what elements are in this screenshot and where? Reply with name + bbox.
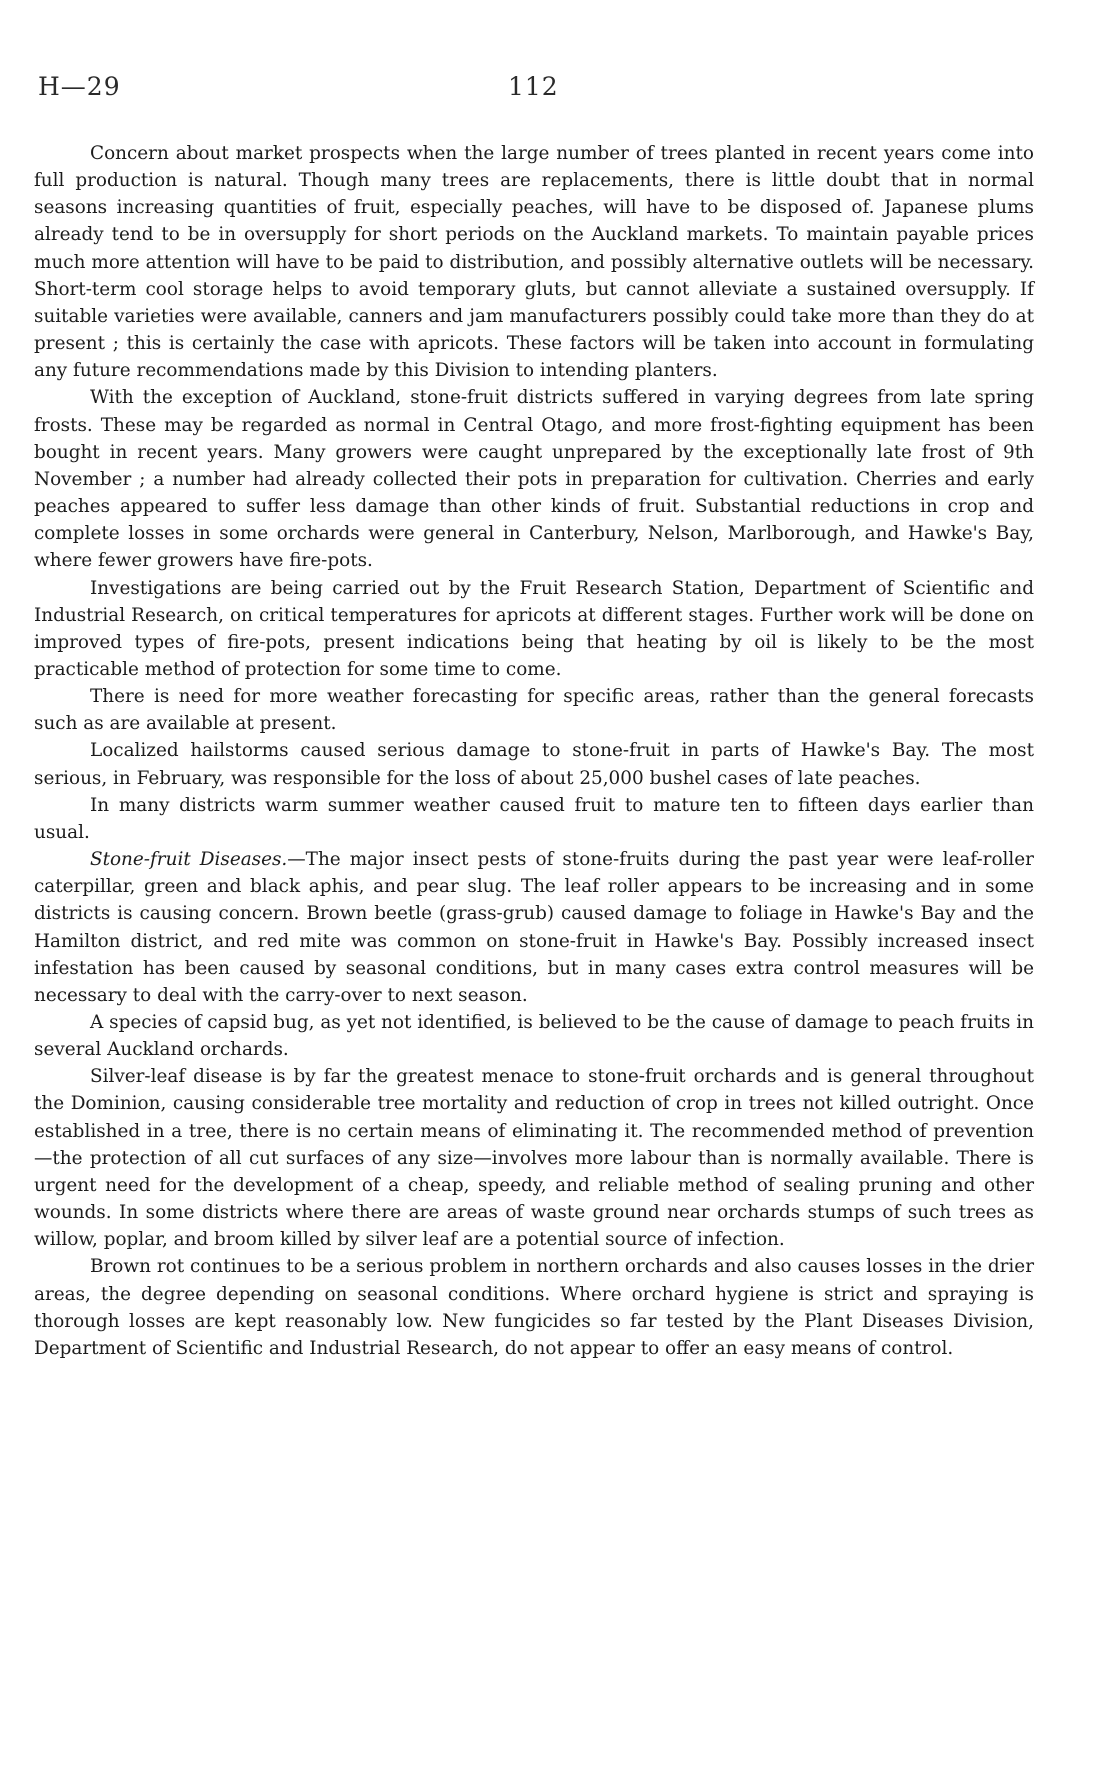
page-number: 112 — [508, 72, 559, 101]
paragraph-capsid-bug: A species of capsid bug, as yet not identified, is believed to be the cause of damage to peach fruits in several Auckland orchards. — [34, 1012, 1034, 1061]
document-reference: H—29 — [38, 72, 121, 101]
paragraph-spring-frosts: With the exception of Auckland, stone-fruit districts suffered in varying degrees from late spring frosts. These may be regarded as normal in Central Otago, and more frost-fighting equipment has been bought in recent years. Many growers were caught unprepared by the exceptionally late frost of 9th November ; a number had already collected their pots in preparation for cultivation. Cherries and early peaches appeared to suffer less damage than other kinds of fruit. Substantial reductions in crop and complete losses in some orchards were general in Canterbury, Nelson, Marlborough, and Hawke's Bay, where fewer growers have fire-pots. — [34, 387, 1034, 572]
paragraph-stone-fruit-diseases: Stone-fruit Diseases.—The major insect pests of stone-fruits during the past year were leaf-roller caterpillar, green and black aphis, and pear slug. The leaf roller appears to be increasing and in some districts is causing concern. Brown beetle (grass-grub) caused damage to foliage in Hawke's Bay and the Hamilton district, and red mite was common on stone-fruit in Hawke's Bay. Possibly increased insect infestation has been caused by seasonal conditions, but in many cases extra control measures will be necessary to deal with the carry-over to next season. — [34, 849, 1034, 1006]
paragraph-warm-summer: In many districts warm summer weather caused fruit to mature ten to fifteen days earlier than usual. — [34, 794, 1034, 843]
paragraph-market-prospects: Concern about market prospects when the large number of trees planted in recent years come into full production is natural. Though many trees are replacements, there is little doubt that in normal seasons increasing quantities of fruit, especially peaches, will have to be disposed of. Japanese plums already tend to be in oversupply for short periods on the Auckland markets. To maintain payable prices much more attention will have to be paid to distribution, and possibly alternative outlets will be necessary. Short-term cool storage helps to avoid temporary gluts, but cannot alleviate a sustained oversupply. If suitable varieties were available, canners and jam manufacturers possibly could take more than they do at present ; this is certainly the case with apricots. These factors will be taken into account in formulating any future recommendations made by this Division to intending planters. — [34, 143, 1034, 382]
section-lead-heading: Stone-fruit Diseases. — [90, 849, 288, 871]
page-header — [38, 72, 559, 112]
paragraph-hailstorms: Localized hailstorms caused serious damage to stone-fruit in parts of Hawke's Bay. The most serious, in February, was responsible for the loss of about 25,000 bushel cases of late peaches. — [34, 740, 1034, 789]
paragraph-silver-leaf: Silver-leaf disease is by far the greatest menace to stone-fruit orchards and is general throughout the Dominion, causing considerable tree mortality and reduction of crop in trees not killed outright. Once established in a tree, there is no certain means of eliminating it. The recommended method of prevention—the protection of all cut surfaces of any size—involves more labour than is normally available. There is urgent need for the development of a cheap, speedy, and reliable method of sealing pruning and other wounds. In some districts where there are areas of waste ground near orchards stumps of such trees as willow, poplar, and broom killed by silver leaf are a potential source of infection. — [34, 1066, 1034, 1251]
paragraph-brown-rot: Brown rot continues to be a serious problem in northern orchards and also causes losses in the drier areas, the degree depending on seasonal conditions. Where orchard hygiene is strict and spraying is thorough losses are kept reasonably low. New fungicides so far tested by the Plant Diseases Division, Department of Scientific and Industrial Research, do not appear to offer an easy means of control. — [34, 1256, 1034, 1359]
paragraph-investigations: Investigations are being carried out by the Fruit Research Station, Department of Scientific and Industrial Research, on critical temperatures for apricots at different stages. Further work will be done on improved types of fire-pots, present indications being that heating by oil is likely to be the most practicable method of protection for some time to come. — [34, 577, 1034, 680]
body-text — [34, 140, 1034, 1362]
paragraph-weather-forecasting: There is need for more weather forecasting for specific areas, rather than the general forecasts such as are available at present. — [34, 686, 1034, 735]
